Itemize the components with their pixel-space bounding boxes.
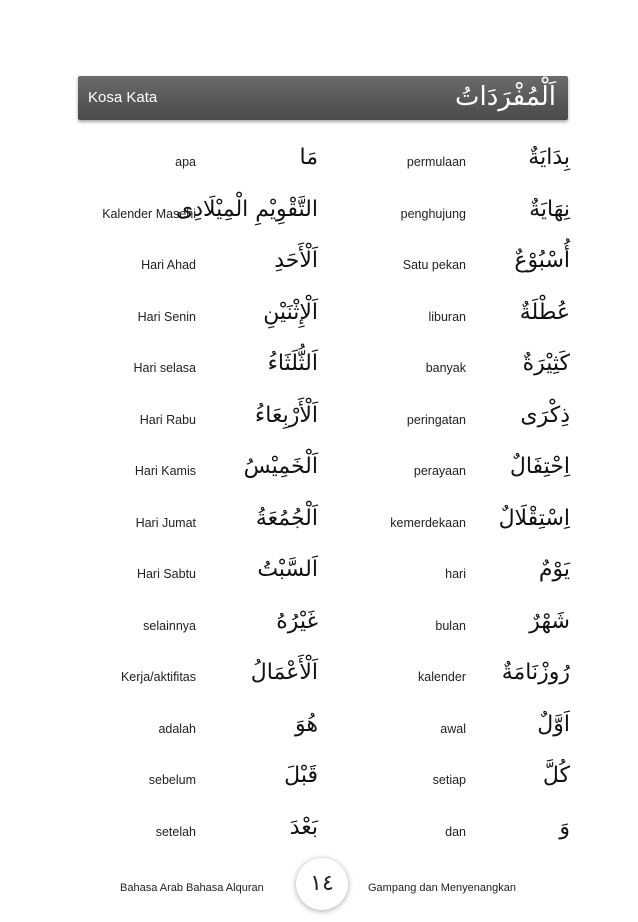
vocab-meaning: adalah bbox=[158, 721, 196, 736]
footer-tagline: Gampang dan Menyenangkan bbox=[368, 882, 516, 894]
vocab-arabic-word: كُلَّ bbox=[542, 763, 570, 788]
vocab-row bbox=[360, 494, 570, 546]
vocab-row bbox=[78, 648, 318, 700]
vocab-meaning: Hari Rabu bbox=[139, 412, 196, 427]
vocab-meaning: Kalender Masehi bbox=[102, 206, 196, 221]
vocab-meaning: Hari Senin bbox=[137, 309, 196, 324]
vocab-row bbox=[360, 648, 570, 700]
vocab-row bbox=[78, 185, 318, 237]
vocab-meaning: dan bbox=[445, 824, 466, 839]
vocab-arabic-word: اَلثُّلَثَاءُ bbox=[267, 351, 318, 376]
page-number: ١٤ bbox=[296, 858, 348, 910]
vocab-row bbox=[360, 185, 570, 237]
vocab-row bbox=[360, 391, 570, 443]
vocab-arabic-word: اِحْتِفَالٌ bbox=[509, 454, 570, 479]
footer-book-title: Bahasa Arab Bahasa Alquran bbox=[120, 882, 264, 894]
vocab-meaning: permulaan bbox=[406, 155, 466, 169]
vocab-row bbox=[78, 803, 318, 855]
vocab-meaning: apa bbox=[175, 155, 196, 169]
vocab-arabic-word: يَوْمٌ bbox=[538, 557, 570, 582]
vocab-meaning: sebelum bbox=[148, 773, 196, 787]
vocab-arabic-word: عُطْلَةٌ bbox=[519, 299, 570, 325]
vocab-row bbox=[78, 442, 318, 494]
vocab-meaning: selainnya bbox=[143, 618, 196, 633]
vocab-meaning: Hari Kamis bbox=[134, 464, 196, 478]
vocab-arabic-word: اَلْأَعْمَالُ bbox=[250, 660, 318, 685]
vocab-row bbox=[360, 545, 570, 597]
vocab-arabic-word: هُوَ bbox=[295, 711, 318, 737]
vocab-arabic-word: التَّقْوِيْمِ الْمِيْلَادِى bbox=[175, 196, 318, 222]
vocab-row bbox=[360, 442, 570, 494]
vocab-meaning: setiap bbox=[432, 773, 466, 787]
vocab-row bbox=[78, 597, 318, 649]
vocab-row bbox=[360, 700, 570, 752]
vocab-column-right bbox=[360, 133, 570, 854]
vocab-arabic-word: قَبْلَ bbox=[284, 763, 318, 788]
vocab-meaning: kemerdekaan bbox=[390, 515, 466, 530]
vocab-meaning: Hari Jumat bbox=[135, 515, 196, 530]
vocab-meaning: Hari Ahad bbox=[141, 258, 196, 272]
vocab-row bbox=[78, 339, 318, 391]
header-title-arabic: اَلْمُفْرَدَاتُ bbox=[455, 82, 556, 112]
vocab-arabic-word: رُوزْنَامَةٌ bbox=[501, 660, 570, 685]
section-header bbox=[78, 76, 568, 120]
vocab-row bbox=[78, 751, 318, 803]
vocab-row bbox=[78, 133, 318, 185]
vocab-row bbox=[360, 133, 570, 185]
vocab-row bbox=[360, 597, 570, 649]
vocab-arabic-word: نِهَايَةٌ bbox=[529, 196, 570, 222]
vocab-arabic-word: كَثِيْرَةٌ bbox=[522, 351, 570, 376]
vocab-arabic-word: اَوَّلٌ bbox=[537, 711, 570, 737]
vocab-arabic-word: بِدَايَةٌ bbox=[528, 145, 570, 170]
vocab-arabic-word: اَلسَّبْتُ bbox=[257, 557, 318, 582]
vocab-arabic-word: شَهْرٌ bbox=[529, 608, 570, 634]
vocab-meaning: awal bbox=[440, 721, 466, 736]
vocab-row bbox=[78, 288, 318, 340]
header-title-latin: Kosa Kata bbox=[88, 89, 158, 106]
vocab-meaning: setelah bbox=[155, 824, 196, 839]
vocab-arabic-word: اَلْجُمُعَةُ bbox=[255, 505, 318, 531]
vocab-arabic-word: اَلْإِثْنَيْنِ bbox=[263, 299, 318, 325]
vocab-meaning: Hari selasa bbox=[133, 361, 196, 375]
vocab-row bbox=[78, 545, 318, 597]
vocab-arabic-word: ذِكْرَى bbox=[520, 402, 570, 428]
vocab-meaning: hari bbox=[445, 567, 466, 581]
vocab-meaning: peringatan bbox=[406, 412, 466, 427]
vocab-arabic-word: اَلْأَرْبِعَاءُ bbox=[254, 402, 318, 428]
vocab-arabic-word: اَلْخَمِيْسُ bbox=[243, 454, 318, 479]
vocab-row bbox=[360, 339, 570, 391]
vocab-row bbox=[78, 236, 318, 288]
vocab-arabic-word: بَعْدَ bbox=[289, 814, 318, 840]
vocab-arabic-word: غَيْرُهُ bbox=[276, 608, 318, 634]
vocab-row bbox=[360, 751, 570, 803]
vocab-arabic-word: اِسْتِقْلَالٌ bbox=[498, 505, 570, 531]
vocab-meaning: bulan bbox=[435, 618, 466, 633]
vocab-column-left bbox=[78, 133, 318, 854]
vocab-arabic-word: مَا bbox=[299, 145, 318, 170]
vocab-meaning: Hari Sabtu bbox=[136, 567, 196, 581]
vocab-row bbox=[78, 700, 318, 752]
vocab-meaning: penghujung bbox=[400, 206, 466, 221]
vocab-meaning: Satu pekan bbox=[402, 258, 466, 272]
vocab-row bbox=[360, 803, 570, 855]
vocab-row bbox=[360, 288, 570, 340]
vocab-meaning: kalender bbox=[418, 670, 466, 684]
vocab-row bbox=[78, 494, 318, 546]
vocab-meaning: Kerja/aktifitas bbox=[120, 670, 196, 684]
vocab-arabic-word: اَلْأَحَدِ bbox=[274, 248, 318, 273]
vocab-row bbox=[78, 391, 318, 443]
vocab-row bbox=[360, 236, 570, 288]
vocab-meaning: liburan bbox=[428, 309, 466, 324]
vocab-meaning: perayaan bbox=[413, 464, 466, 478]
vocab-arabic-word: أُسْبُوْعٌ bbox=[514, 248, 570, 273]
vocab-arabic-word: وَ bbox=[559, 814, 570, 840]
vocab-meaning: banyak bbox=[425, 361, 466, 375]
